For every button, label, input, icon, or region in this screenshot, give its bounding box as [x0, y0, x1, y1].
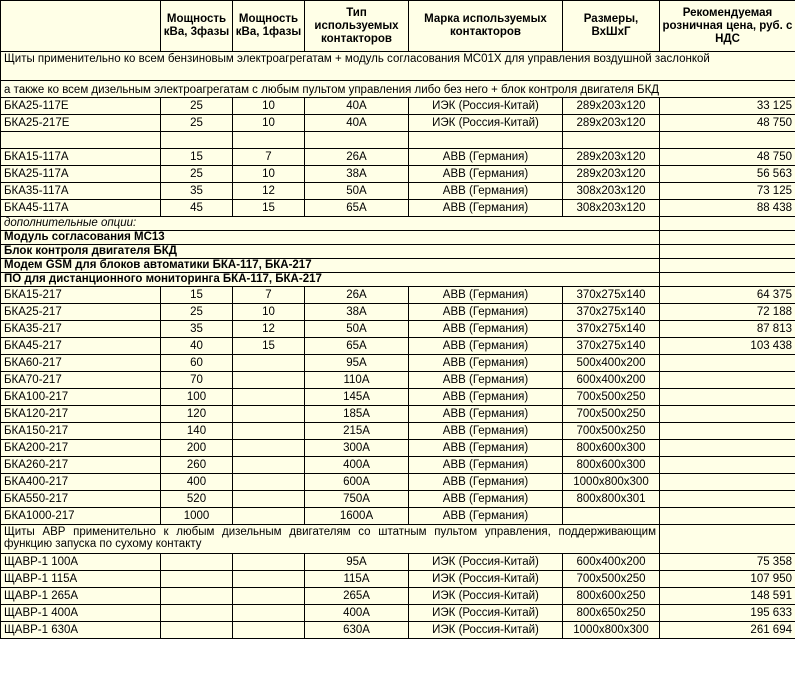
power-3phase-cell: 40 [161, 338, 233, 355]
dimensions-cell: 800х800х301 [563, 491, 660, 508]
power-1phase-cell: 15 [233, 338, 305, 355]
contactor-type-cell: 65А [305, 338, 409, 355]
model-cell: БКА70-217 [1, 372, 161, 389]
contactor-brand-cell: АВВ (Германия) [409, 474, 563, 491]
contactor-type-cell: 400А [305, 605, 409, 622]
model-cell: ЩАВР-1 115А [1, 571, 161, 588]
table-row [1, 491, 795, 508]
price-cell: 64 375 [660, 287, 795, 304]
section-row [1, 81, 795, 98]
model-cell: БКА1000-217 [1, 508, 161, 525]
dimensions-cell: 289х203х120 [563, 98, 660, 115]
contactor-type-cell: 26А [305, 287, 409, 304]
contactor-brand-cell: ИЭК (Россия-Китай) [409, 605, 563, 622]
table-row [1, 304, 795, 321]
price-cell: 195 633 [660, 605, 795, 622]
empty-cell [233, 132, 305, 149]
model-cell: БКА400-217 [1, 474, 161, 491]
dimensions-cell: 600х400х200 [563, 372, 660, 389]
model-cell: БКА200-217 [1, 440, 161, 457]
contactor-type-cell: 215А [305, 423, 409, 440]
table-row [1, 423, 795, 440]
contactor-type-cell: 65А [305, 200, 409, 217]
section-intro-petrol: Щиты применительно ко всем бензиновым электроагрегатам + модуль согласования МС01Х для управления воздушной заслонкой [1, 52, 795, 81]
dimensions-cell: 700х500х250 [563, 406, 660, 423]
power-1phase-cell: 10 [233, 98, 305, 115]
empty-cell [305, 132, 409, 149]
price-cell [660, 508, 795, 525]
empty-price-cell [660, 273, 795, 287]
dimensions-cell [563, 508, 660, 525]
power-1phase-cell [233, 474, 305, 491]
section-avr-note: Щиты АВР применительно к любым дизельным двигателям со штатным пультом управления, поддерживающим функцию запуска по сухому контакту [1, 525, 660, 554]
price-cell [660, 457, 795, 474]
empty-price-cell [660, 217, 795, 231]
dimensions-cell: 700х500х250 [563, 571, 660, 588]
power-1phase-cell [233, 622, 305, 639]
model-cell: БКА25-117Е [1, 98, 161, 115]
empty-price-cell [660, 259, 795, 273]
power-3phase-cell: 25 [161, 98, 233, 115]
contactor-type-cell: 40А [305, 98, 409, 115]
power-3phase-cell: 400 [161, 474, 233, 491]
contactor-type-cell: 1600А [305, 508, 409, 525]
price-cell: 103 438 [660, 338, 795, 355]
table-row [1, 605, 795, 622]
contactor-brand-cell: АВВ (Германия) [409, 200, 563, 217]
dimensions-cell: 370х275х140 [563, 321, 660, 338]
contactor-type-cell: 95А [305, 554, 409, 571]
contactor-brand-cell: АВВ (Германия) [409, 321, 563, 338]
power-3phase-cell: 35 [161, 321, 233, 338]
power-3phase-cell: 140 [161, 423, 233, 440]
section-row [1, 525, 795, 554]
price-cell: 75 358 [660, 554, 795, 571]
model-cell: БКА25-217Е [1, 115, 161, 132]
price-cell [660, 491, 795, 508]
contactor-type-cell: 50А [305, 183, 409, 200]
table-row [1, 406, 795, 423]
table-row [1, 440, 795, 457]
section-row [1, 52, 795, 81]
power-3phase-cell: 15 [161, 149, 233, 166]
contactor-type-cell: 38А [305, 304, 409, 321]
dimensions-cell: 289х203х120 [563, 166, 660, 183]
table-row [1, 287, 795, 304]
power-1phase-cell: 10 [233, 115, 305, 132]
contactor-brand-cell: ИЭК (Россия-Китай) [409, 98, 563, 115]
power-3phase-cell [161, 588, 233, 605]
contactor-type-cell: 95А [305, 355, 409, 372]
power-1phase-cell [233, 389, 305, 406]
dimensions-cell: 308х203х120 [563, 183, 660, 200]
price-cell [660, 355, 795, 372]
price-cell: 107 950 [660, 571, 795, 588]
price-cell [660, 406, 795, 423]
table-row [1, 166, 795, 183]
empty-cell [409, 132, 563, 149]
price-cell: 33 125 [660, 98, 795, 115]
section-row [1, 217, 795, 231]
header-power-3phase: Мощность кВа, 3фазы [161, 1, 233, 52]
power-1phase-cell: 12 [233, 183, 305, 200]
empty-cell [660, 132, 795, 149]
power-1phase-cell: 10 [233, 304, 305, 321]
contactor-brand-cell: ИЭК (Россия-Китай) [409, 588, 563, 605]
table-row [1, 115, 795, 132]
power-3phase-cell: 25 [161, 115, 233, 132]
model-cell: ЩАВР-1 400А [1, 605, 161, 622]
table-row [1, 588, 795, 605]
power-3phase-cell: 45 [161, 200, 233, 217]
power-3phase-cell: 25 [161, 166, 233, 183]
dimensions-cell: 500х400х200 [563, 355, 660, 372]
contactor-brand-cell: АВВ (Германия) [409, 166, 563, 183]
model-cell: БКА35-117А [1, 183, 161, 200]
model-cell: ЩАВР-1 100А [1, 554, 161, 571]
contactor-brand-cell: АВВ (Германия) [409, 406, 563, 423]
power-3phase-cell [161, 622, 233, 639]
model-cell: БКА120-217 [1, 406, 161, 423]
spacer-row [1, 132, 795, 149]
dimensions-cell: 800х650х250 [563, 605, 660, 622]
contactor-type-cell: 400А [305, 457, 409, 474]
power-3phase-cell: 1000 [161, 508, 233, 525]
table-row [1, 508, 795, 525]
price-cell [660, 440, 795, 457]
table-row [1, 355, 795, 372]
table-row [1, 372, 795, 389]
price-cell [660, 372, 795, 389]
table-row [1, 98, 795, 115]
header-contactor-brand: Марка используемых контакторов [409, 1, 563, 52]
option-module-mc13: Модуль согласования МС13 [1, 231, 660, 245]
table-row [1, 457, 795, 474]
contactor-brand-cell: АВВ (Германия) [409, 423, 563, 440]
contactor-type-cell: 630А [305, 622, 409, 639]
power-3phase-cell: 70 [161, 372, 233, 389]
power-1phase-cell [233, 554, 305, 571]
header-dimensions: Размеры, ВхШхГ [563, 1, 660, 52]
price-cell: 48 750 [660, 115, 795, 132]
contactor-type-cell: 185А [305, 406, 409, 423]
contactor-type-cell: 50А [305, 321, 409, 338]
empty-cell [161, 132, 233, 149]
contactor-brand-cell: АВВ (Германия) [409, 508, 563, 525]
power-3phase-cell [161, 605, 233, 622]
price-cell: 56 563 [660, 166, 795, 183]
section-row [1, 231, 795, 245]
section-intro-diesel: а также ко всем дизельным электроагрегатам с любым пультом управления либо без него + блок контроля двигателя БКД [1, 81, 795, 98]
contactor-type-cell: 265А [305, 588, 409, 605]
contactor-brand-cell: АВВ (Германия) [409, 355, 563, 372]
model-cell: БКА45-217 [1, 338, 161, 355]
dimensions-cell: 800х600х300 [563, 440, 660, 457]
contactor-brand-cell: АВВ (Германия) [409, 372, 563, 389]
price-cell: 148 591 [660, 588, 795, 605]
empty-cell [1, 132, 161, 149]
option-gsm-modem: Модем GSM для блоков автоматики БКА-117, БКА-217 [1, 259, 660, 273]
contactor-type-cell: 300А [305, 440, 409, 457]
table-row [1, 554, 795, 571]
model-cell: БКА15-117А [1, 149, 161, 166]
table-row [1, 389, 795, 406]
price-cell: 48 750 [660, 149, 795, 166]
empty-cell [563, 132, 660, 149]
price-cell: 261 694 [660, 622, 795, 639]
contactor-brand-cell: АВВ (Германия) [409, 287, 563, 304]
contactor-brand-cell: АВВ (Германия) [409, 389, 563, 406]
table-row [1, 200, 795, 217]
contactor-brand-cell: АВВ (Германия) [409, 491, 563, 508]
price-cell [660, 389, 795, 406]
power-3phase-cell: 25 [161, 304, 233, 321]
price-cell: 72 188 [660, 304, 795, 321]
power-1phase-cell: 15 [233, 200, 305, 217]
dimensions-cell: 1000х800х300 [563, 474, 660, 491]
contactor-brand-cell: АВВ (Германия) [409, 149, 563, 166]
table-row [1, 321, 795, 338]
model-cell: БКА45-117А [1, 200, 161, 217]
price-cell [660, 474, 795, 491]
power-1phase-cell [233, 457, 305, 474]
table-row [1, 338, 795, 355]
header-row [1, 1, 795, 52]
power-1phase-cell: 10 [233, 166, 305, 183]
power-3phase-cell: 35 [161, 183, 233, 200]
contactor-type-cell: 110А [305, 372, 409, 389]
model-cell: БКА60-217 [1, 355, 161, 372]
model-cell: БКА260-217 [1, 457, 161, 474]
dimensions-cell: 370х275х140 [563, 338, 660, 355]
table-row [1, 183, 795, 200]
contactor-type-cell: 38А [305, 166, 409, 183]
options-label: дополнительные опции: [1, 217, 660, 231]
dimensions-cell: 800х600х300 [563, 457, 660, 474]
power-1phase-cell [233, 355, 305, 372]
table-row [1, 474, 795, 491]
contactor-brand-cell: АВВ (Германия) [409, 440, 563, 457]
table-row [1, 622, 795, 639]
model-cell: БКА150-217 [1, 423, 161, 440]
power-1phase-cell [233, 571, 305, 588]
model-cell: ЩАВР-1 265А [1, 588, 161, 605]
power-1phase-cell: 12 [233, 321, 305, 338]
power-1phase-cell [233, 588, 305, 605]
contactor-type-cell: 145А [305, 389, 409, 406]
empty-price-cell [660, 231, 795, 245]
power-3phase-cell: 520 [161, 491, 233, 508]
power-1phase-cell [233, 491, 305, 508]
contactor-brand-cell: АВВ (Германия) [409, 183, 563, 200]
contactor-brand-cell: АВВ (Германия) [409, 338, 563, 355]
header-price: Рекомендуемая розничная цена, руб. с НДС [660, 1, 795, 52]
dimensions-cell: 370х275х140 [563, 304, 660, 321]
power-3phase-cell [161, 571, 233, 588]
model-cell: БКА100-217 [1, 389, 161, 406]
dimensions-cell: 700х500х250 [563, 423, 660, 440]
contactor-type-cell: 26А [305, 149, 409, 166]
price-cell: 88 438 [660, 200, 795, 217]
power-1phase-cell [233, 508, 305, 525]
option-monitoring-software: ПО для дистанционного мониторинга БКА-117, БКА-217 [1, 273, 660, 287]
section-row [1, 259, 795, 273]
power-1phase-cell [233, 605, 305, 622]
dimensions-cell: 289х203х120 [563, 149, 660, 166]
model-cell: БКА25-117А [1, 166, 161, 183]
dimensions-cell: 700х500х250 [563, 389, 660, 406]
power-1phase-cell [233, 372, 305, 389]
power-1phase-cell: 7 [233, 287, 305, 304]
contactor-brand-cell: ИЭК (Россия-Китай) [409, 622, 563, 639]
contactor-type-cell: 600А [305, 474, 409, 491]
power-3phase-cell: 100 [161, 389, 233, 406]
power-1phase-cell [233, 440, 305, 457]
power-3phase-cell [161, 554, 233, 571]
dimensions-cell: 600х400х200 [563, 554, 660, 571]
table-row [1, 571, 795, 588]
model-cell: БКА25-217 [1, 304, 161, 321]
empty-price-cell [660, 245, 795, 259]
dimensions-cell: 308х203х120 [563, 200, 660, 217]
model-cell: БКА550-217 [1, 491, 161, 508]
header-model [1, 1, 161, 52]
contactor-brand-cell: ИЭК (Россия-Китай) [409, 554, 563, 571]
power-3phase-cell: 260 [161, 457, 233, 474]
section-row [1, 273, 795, 287]
header-power-1phase: Мощность кВа, 1фазы [233, 1, 305, 52]
power-3phase-cell: 120 [161, 406, 233, 423]
power-3phase-cell: 200 [161, 440, 233, 457]
section-row [1, 245, 795, 259]
dimensions-cell: 1000х800х300 [563, 622, 660, 639]
contactor-brand-cell: ИЭК (Россия-Китай) [409, 115, 563, 132]
power-1phase-cell: 7 [233, 149, 305, 166]
dimensions-cell: 800х600х250 [563, 588, 660, 605]
dimensions-cell: 370х275х140 [563, 287, 660, 304]
power-3phase-cell: 60 [161, 355, 233, 372]
contactor-type-cell: 115А [305, 571, 409, 588]
price-cell: 73 125 [660, 183, 795, 200]
price-cell [660, 423, 795, 440]
power-3phase-cell: 15 [161, 287, 233, 304]
power-1phase-cell [233, 423, 305, 440]
option-engine-control-block: Блок контроля двигателя БКД [1, 245, 660, 259]
header-contactor-type: Тип используемых контакторов [305, 1, 409, 52]
empty-price-cell [660, 525, 795, 554]
contactor-brand-cell: АВВ (Германия) [409, 457, 563, 474]
contactor-type-cell: 750А [305, 491, 409, 508]
model-cell: ЩАВР-1 630А [1, 622, 161, 639]
price-cell: 87 813 [660, 321, 795, 338]
power-1phase-cell [233, 406, 305, 423]
contactor-type-cell: 40А [305, 115, 409, 132]
model-cell: БКА15-217 [1, 287, 161, 304]
dimensions-cell: 289х203х120 [563, 115, 660, 132]
contactor-brand-cell: ИЭК (Россия-Китай) [409, 571, 563, 588]
table-row [1, 149, 795, 166]
contactor-brand-cell: АВВ (Германия) [409, 304, 563, 321]
model-cell: БКА35-217 [1, 321, 161, 338]
